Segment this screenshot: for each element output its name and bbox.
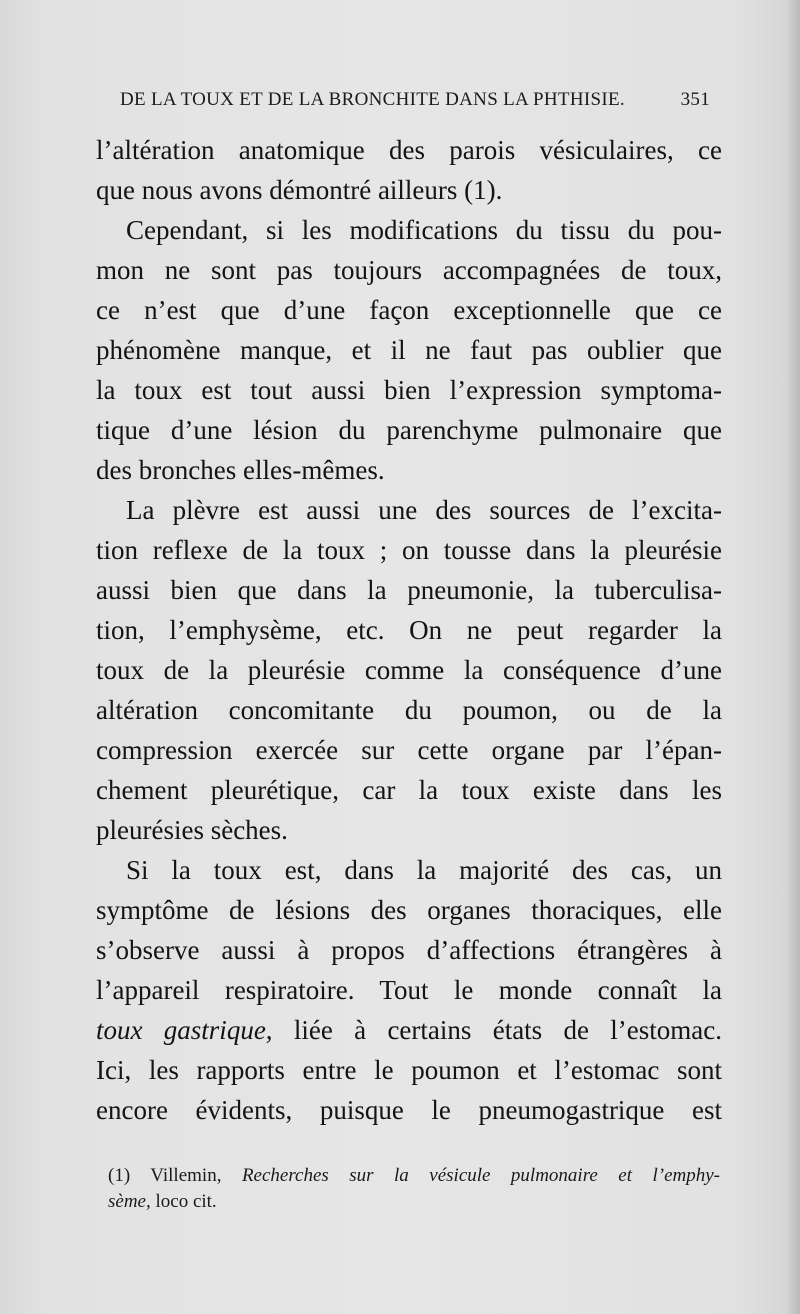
footnote-rest: loco cit. — [150, 1191, 217, 1212]
text-line: s’observe aussi à propos d’affections étrangères à — [96, 935, 722, 965]
text-line: ce n’est que d’une façon exceptionnelle que ce — [96, 295, 722, 325]
text-line: pleurésies sèches. — [96, 815, 288, 845]
page-edge-shadow — [786, 0, 800, 1314]
footnote-marker: (1) Villemin, — [108, 1165, 222, 1186]
text-line: toux de la pleurésie comme la conséquence d’une — [96, 655, 722, 685]
text-fragment: liée à certains états de l’estomac. — [272, 1015, 722, 1045]
text-line: Si la toux est, dans la majorité des cas, un — [126, 855, 722, 885]
text-line — [96, 1010, 722, 1050]
text-line: altération concomitante du poumon, ou de la — [96, 695, 722, 725]
text-line: mon ne sont pas toujours accompagnées de toux, — [96, 255, 722, 285]
text-line: l’appareil respiratoire. Tout le monde connaît la — [96, 975, 722, 1005]
page-number: 351 — [680, 89, 710, 110]
body-text — [96, 130, 722, 1130]
text-line: chement pleurétique, car la toux existe dans les — [96, 775, 722, 805]
italic-term: toux gastrique, — [96, 1015, 273, 1045]
text-line: symptôme de lésions des organes thoraciques, elle — [96, 895, 722, 925]
text-line: tion reflexe de la toux ; on tousse dans la pleurésie — [96, 535, 722, 565]
footnote-line — [108, 1189, 720, 1215]
footnote-title: Recherches sur la vésicule pulmonaire et l’emphy- — [241, 1165, 721, 1186]
footnote-title-end: sème, — [108, 1191, 151, 1212]
text-line: Ici, les rapports entre le poumon et l’estomac sont — [96, 1055, 722, 1085]
text-line: phénomène manque, et il ne faut pas oublier que — [96, 335, 722, 365]
text-line: Cependant, si les modifications du tissu du pou- — [126, 215, 722, 245]
footnote — [108, 1163, 720, 1215]
text-line: la toux est tout aussi bien l’expression symptoma- — [96, 375, 722, 405]
text-line: l’altération anatomique des parois vésiculaires, ce — [96, 135, 722, 165]
text-line: tion, l’emphysème, etc. On ne peut regarder la — [96, 615, 722, 645]
running-head-title: DE LA TOUX ET DE LA BRONCHITE DANS LA PHTHISIE. — [120, 89, 625, 110]
text-line: aussi bien que dans la pneumonie, la tuberculisa- — [96, 575, 722, 605]
text-line: tique d’une lésion du parenchyme pulmonaire que — [96, 415, 722, 445]
text-line: des bronches elles-mêmes. — [96, 455, 385, 485]
running-head — [120, 89, 710, 115]
text-line: encore évidents, puisque le pneumogastrique est — [96, 1095, 722, 1125]
text-line: La plèvre est aussi une des sources de l’excita- — [126, 495, 722, 525]
text-line: compression exercée sur cette organe par l’épan- — [96, 735, 722, 765]
text-line: que nous avons démontré ailleurs (1). — [96, 175, 503, 205]
footnote-line — [108, 1163, 720, 1189]
